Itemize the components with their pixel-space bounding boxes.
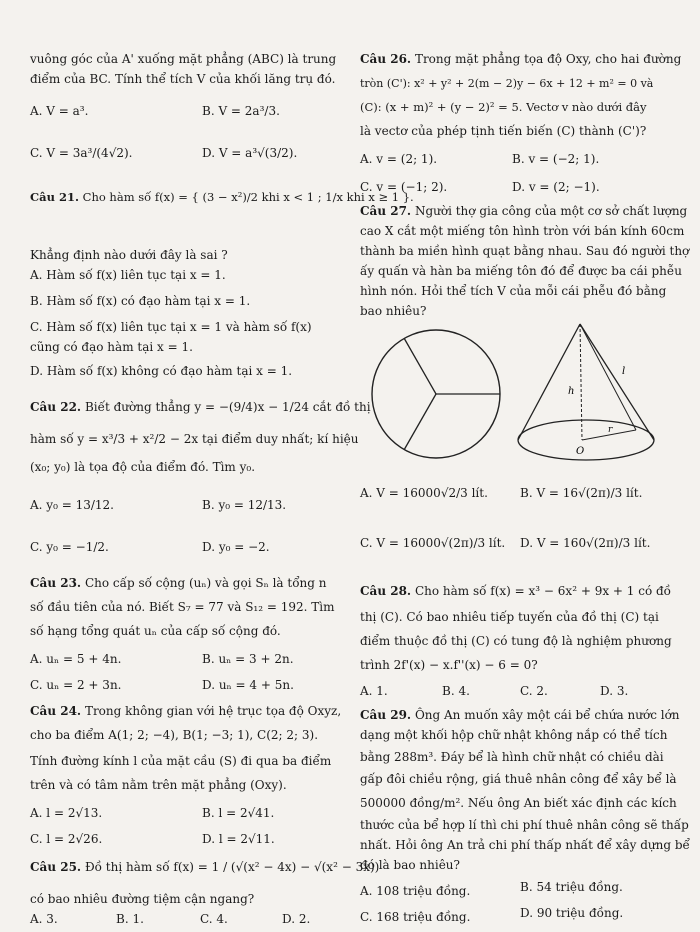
q27-option-b: B. V = 16√(2π)/3 lít. bbox=[520, 486, 643, 500]
q28-line-2: thị (C). Có bao nhiêu tiếp tuyến của đồ thị (C) tại bbox=[360, 610, 659, 624]
q24-line-2: cho ba điểm A(1; 2; −4), B(1; −3; 1), C(2; 2; 3). bbox=[30, 728, 319, 742]
q23-option-c: C. uₙ = 2 + 3n. bbox=[30, 678, 122, 692]
q27-line-2: cao X cắt một miếng tôn hình tròn với bán kính 60cm bbox=[360, 224, 685, 238]
q27-option-d: D. V = 160√(2π)/3 lít. bbox=[520, 536, 651, 550]
q24-option-c: C. l = 2√26. bbox=[30, 832, 103, 846]
radius-line-3 bbox=[404, 394, 436, 450]
q29-option-b: B. 54 triệu đồng. bbox=[520, 880, 623, 894]
q23-line-3: số hạng tổng quát uₙ của cấp số cộng đó. bbox=[30, 624, 281, 638]
q21-option-b: B. Hàm số f(x) có đạo hàm tại x = 1. bbox=[30, 294, 251, 308]
label-l: l bbox=[622, 366, 626, 377]
circle-figure bbox=[366, 318, 506, 468]
q29-option-a: A. 108 triệu đồng. bbox=[360, 884, 471, 898]
q24-option-d: D. l = 2√11. bbox=[202, 832, 275, 846]
q28-line-1-text: Cho hàm số f(x) = x³ − 6x² + 9x + 1 có đồ bbox=[414, 584, 672, 598]
q25-option-a: A. 3. bbox=[30, 912, 58, 926]
q27-line-5: hình nón. Hỏi thể tích V của mỗi cái phễu đó bằng bbox=[360, 284, 667, 298]
q24-line-4: trên và có tâm nằm trên mặt phẳng (Oxy). bbox=[30, 778, 287, 792]
q27-line-1 bbox=[360, 202, 687, 221]
intro-option-c: C. V = 3a³/(4√2). bbox=[30, 146, 133, 160]
q23-option-a: A. uₙ = 5 + 4n. bbox=[30, 652, 122, 666]
q22-option-d: D. y₀ = −2. bbox=[202, 540, 270, 554]
q21-option-c-line1: C. Hàm số f(x) liên tục tại x = 1 và hàm số f(x) bbox=[30, 320, 312, 334]
q26-line-4: là vectơ của phép tịnh tiến biến (C) thành (C')? bbox=[360, 124, 647, 138]
q26-line-2: tròn (C'): x² + y² + 2(m − 2)y − 6x + 12 + m² = 0 và bbox=[360, 77, 654, 90]
q23-option-b: B. uₙ = 3 + 2n. bbox=[202, 652, 294, 666]
q22-line-1 bbox=[30, 398, 371, 417]
q22-option-a: A. y₀ = 13/12. bbox=[30, 498, 114, 512]
q21-stem bbox=[30, 188, 414, 207]
q26-line-3: (C): (x + m)² + (y − 2)² = 5. Vectơ v nào dưới đây bbox=[360, 100, 647, 114]
radius-line-1 bbox=[404, 338, 436, 394]
q22-line-3: (x₀; y₀) là tọa độ của điểm đó. Tìm y₀. bbox=[30, 460, 256, 474]
q29-line-6: thước của bể hợp lí thì chi phí thuê nhân công sẽ thấp bbox=[360, 818, 689, 832]
q26-option-b: B. v = (−2; 1). bbox=[512, 152, 600, 166]
q21-label: Câu 21. bbox=[30, 190, 79, 204]
q22-line-2: hàm số y = x³/3 + x²/2 − 2x tại điểm duy nhất; kí hiệu bbox=[30, 432, 359, 446]
q29-label: Câu 29. bbox=[360, 708, 412, 722]
q24-line-1 bbox=[30, 702, 341, 721]
q28-line-1 bbox=[360, 582, 671, 601]
q22-option-b: B. y₀ = 12/13. bbox=[202, 498, 287, 512]
q25-line-1 bbox=[30, 858, 379, 877]
q28-option-c: C. 2. bbox=[520, 684, 548, 698]
q23-line-1 bbox=[30, 574, 327, 593]
q29-option-d: D. 90 triệu đồng. bbox=[520, 906, 624, 920]
q24-option-b: B. l = 2√41. bbox=[202, 806, 275, 820]
q27-line-1-text: Người thợ gia công của một cơ sở chất lượng bbox=[414, 204, 688, 218]
q25-option-b: B. 1. bbox=[116, 912, 144, 926]
q22-line-1-text: Biết đường thẳng y = −(9/4)x − 1/24 cắt đồ thị bbox=[84, 400, 371, 414]
q27-option-a: A. V = 16000√2/3 lít. bbox=[360, 486, 488, 500]
q29-line-1 bbox=[360, 706, 680, 725]
label-o: O bbox=[576, 446, 585, 457]
q27-line-4: ấy quấn và hàn ba miếng tôn đó để được ba cái phễu bbox=[360, 264, 682, 278]
label-r: r bbox=[608, 425, 613, 435]
q21-option-a: A. Hàm số f(x) liên tục tại x = 1. bbox=[30, 268, 226, 282]
intro-option-b: B. V = 2a³/3. bbox=[202, 104, 280, 118]
q26-line-1-text: Trong mặt phẳng tọa độ Oxy, cho hai đường bbox=[414, 52, 682, 66]
q23-label: Câu 23. bbox=[30, 576, 82, 590]
q26-option-d: D. v = (2; −1). bbox=[512, 180, 600, 194]
label-h: h bbox=[568, 386, 575, 397]
q25-line-2: có bao nhiêu đường tiệm cận ngang? bbox=[30, 892, 255, 906]
q27-option-c: C. V = 16000√(2π)/3 lít. bbox=[360, 536, 506, 550]
q28-option-a: A. 1. bbox=[360, 684, 388, 698]
q21-option-d: D. Hàm số f(x) không có đạo hàm tại x = 1. bbox=[30, 364, 293, 378]
q28-option-b: B. 4. bbox=[442, 684, 470, 698]
q21-option-c-line2: cũng có đạo hàm tại x = 1. bbox=[30, 340, 193, 354]
q25-option-d: D. 2. bbox=[282, 912, 311, 926]
cone-slant bbox=[580, 324, 636, 430]
q26-line-1 bbox=[360, 50, 681, 69]
q25-label: Câu 25. bbox=[30, 860, 82, 874]
q28-line-3: điểm thuộc đồ thị (C) có tung độ là nghiệm phương bbox=[360, 634, 672, 648]
q21-stem-text: Cho hàm số f(x) = { (3 − x²)/2 khi x < 1 ; 1/x khi x ≥ 1 }. bbox=[82, 190, 414, 204]
cone-height bbox=[580, 324, 582, 440]
q22-label: Câu 22. bbox=[30, 400, 82, 414]
q24-line-3: Tính đường kính l của mặt cầu (S) đi qua ba điểm bbox=[30, 754, 332, 768]
q29-option-c: C. 168 triệu đồng. bbox=[360, 910, 471, 924]
q21-question: Khẳng định nào dưới đây là sai ? bbox=[30, 248, 228, 262]
intro-option-d: D. V = a³√(3/2). bbox=[202, 146, 298, 160]
q29-line-7: nhất. Hỏi ông An trả chi phí thấp nhất để xây dựng bể bbox=[360, 838, 690, 852]
q29-line-3: bằng 288m³. Đáy bể là hình chữ nhật có chiều dài bbox=[360, 750, 664, 764]
q29-line-1-text: Ông An muốn xây một cái bể chứa nước lớn bbox=[414, 708, 680, 722]
q23-option-d: D. uₙ = 4 + 5n. bbox=[202, 678, 294, 692]
intro-line-2: điểm của BC. Tính thể tích V của khối lăng trụ đó. bbox=[30, 72, 336, 86]
q29-line-5: 500000 đồng/m². Nếu ông An biết xác định các kích bbox=[360, 796, 677, 810]
q22-option-c: C. y₀ = −1/2. bbox=[30, 540, 109, 554]
q28-label: Câu 28. bbox=[360, 584, 412, 598]
q27-label: Câu 27. bbox=[360, 204, 412, 218]
q29-line-8: đó là bao nhiêu? bbox=[360, 858, 460, 872]
q29-line-2: dạng một khối hộp chữ nhật không nắp có thể tích bbox=[360, 728, 668, 742]
cone-figure bbox=[510, 318, 670, 468]
q26-option-a: A. v = (2; 1). bbox=[360, 152, 438, 166]
intro-option-a: A. V = a³. bbox=[30, 104, 89, 118]
q25-line-1-text: Đồ thị hàm số f(x) = 1 / (√(x² − 4x) − √(x² − 3x)) bbox=[84, 860, 380, 874]
q24-option-a: A. l = 2√13. bbox=[30, 806, 103, 820]
q28-line-4: trình 2f'(x) − x.f''(x) − 6 = 0? bbox=[360, 658, 538, 672]
q27-line-3: thành ba miền hình quạt bằng nhau. Sau đó người thợ bbox=[360, 244, 690, 258]
q25-option-c: C. 4. bbox=[200, 912, 228, 926]
q26-option-c: C. v = (−1; 2). bbox=[360, 180, 448, 194]
q23-line-1-text: Cho cấp số cộng (uₙ) và gọi Sₙ là tổng n bbox=[84, 576, 327, 590]
q24-line-1-text: Trong không gian với hệ trục tọa độ Oxyz, bbox=[84, 704, 342, 718]
q24-label: Câu 24. bbox=[30, 704, 82, 718]
q26-label: Câu 26. bbox=[360, 52, 412, 66]
q23-line-2: số đầu tiên của nó. Biết S₇ = 77 và S₁₂ = 192. Tìm bbox=[30, 600, 335, 614]
q29-line-4: gấp đôi chiều rộng, giá thuê nhân công để xây bể là bbox=[360, 772, 677, 786]
q27-line-6: bao nhiêu? bbox=[360, 304, 427, 318]
intro-line-1: vuông góc của A' xuống mặt phẳng (ABC) là trung bbox=[30, 52, 337, 66]
q28-option-d: D. 3. bbox=[600, 684, 629, 698]
